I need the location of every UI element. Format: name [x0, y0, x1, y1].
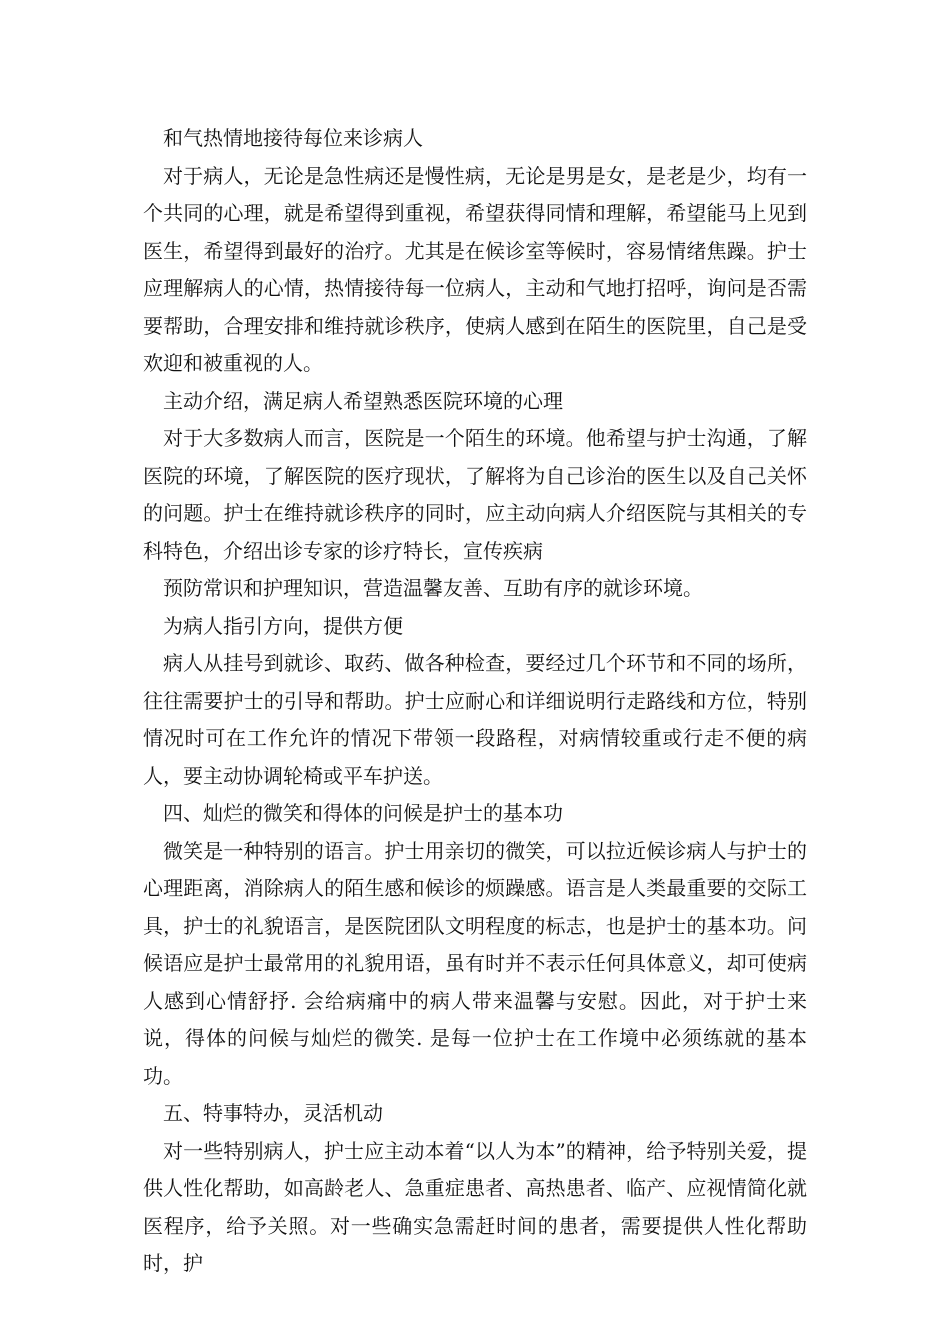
- section-heading: 四、灿烂的微笑和得体的问候是护士的基本功: [163, 801, 563, 825]
- body-paragraph: 病人从挂号到就诊、取药、做各种检查，要经过几个环节和不同的场所，往往需要护士的引导和帮助。护士应耐心和详细说明行走路线和方位，特别情况时可在工作允许的情况下带领一段路程，对病情较重或行走不便的病人，要主动协调轮椅或平车护送。: [143, 651, 807, 788]
- body-paragraph: 对于病人，无论是急性病还是慢性病，无论是男是女，是老是少，均有一个共同的心理，就是希望得到重视，希望获得同情和理解，希望能马上见到医生，希望得到最好的治疗。尤其是在候诊室等候时，容易情绪焦躁。护士应理解病人的心情，热情接待每一位病人，主动和气地打招呼，询问是否需要帮助，合理安排和维持就诊秩序，使病人感到在陌生的医院里，自己是受欢迎和被重视的人。: [143, 163, 807, 375]
- section-heading: 主动介绍，满足病人希望熟悉医院环境的心理: [163, 388, 563, 413]
- body-paragraph: 微笑是一种特别的语言。护士用亲切的微笑，可以拉近候诊病人与护士的心理距离，消除病人的陌生感和候诊的烦躁感。语言是人类最重要的交际工具，护士的礼貌语言，是医院团队文明程度的标志，也是护士的基本功。问候语应是护士最常用的礼貌用语，虽有时并不表示任何具体意义，却可使病人感到心情舒抒. 会给病痛中的病人带来温馨与安慰。因此，对于护士来说，得体的问候与灿烂的微笑. 是每一位护士在工作境中必须练就的基本功。: [143, 838, 807, 1088]
- body-paragraph: 预防常识和护理知识，营造温馨友善、互助有序的就诊环境。: [163, 576, 703, 600]
- section-heading: 五、特事特办，灵活机动: [163, 1101, 383, 1125]
- body-paragraph: 对一些特别病人，护士应主动本着“以人为本”的精神，给予特别关爱，提供人性化帮助，如高龄老人、急重症患者、高热患者、临产、应视情简化就医程序，给予关照。对一些确实急需赶时间的患者，需要提供人性化帮助时，护: [143, 1138, 807, 1275]
- document-body: [143, 120, 807, 1283]
- section-heading: 和气热情地接待每位来诊病人: [163, 126, 423, 150]
- body-paragraph: 对于大多数病人而言，医院是一个陌生的环境。他希望与护士沟通，了解医院的环境，了解医院的医疗现状，了解将为自己诊治的医生以及自己关怀的问题。护士在维持就诊秩序的同时，应主动向病人介绍医院与其相关的专科特色，介绍出诊专家的诊疗特长，宣传疾病: [143, 426, 807, 563]
- section-heading: 为病人指引方向，提供方便: [163, 613, 403, 638]
